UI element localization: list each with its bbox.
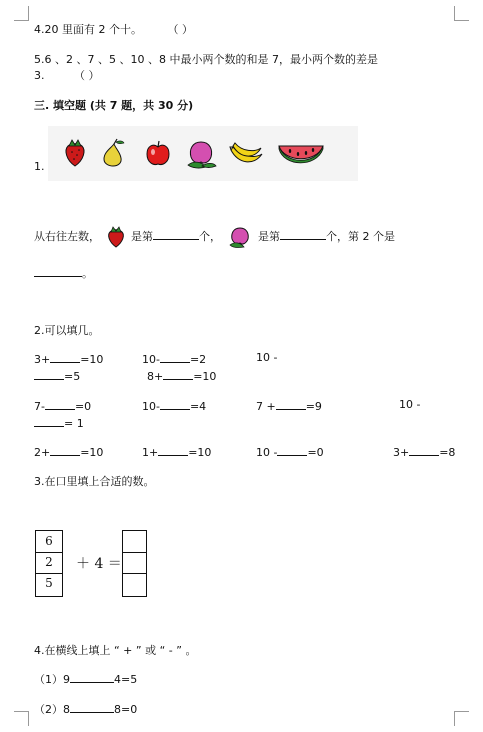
crop-mark-top-right [454,6,469,21]
problem-1-text-e: 个，第 2 个是 [326,230,395,243]
equation-part: =2 [189,353,207,366]
banana-icon [228,138,264,168]
equation-part: =10 [188,446,212,459]
problem-1-text-b: 是第 [131,230,153,243]
equation-part: =4 [189,400,207,413]
answer-blank[interactable] [158,444,188,456]
answer-blank[interactable] [280,228,326,240]
equation-part: =9 [305,400,322,413]
answer-blank[interactable] [276,398,306,410]
problem-1-answer-line [34,265,93,281]
equation-part: =10 [80,353,104,366]
answer-blank[interactable] [277,444,307,456]
equation [34,368,80,383]
crop-mark-top-left [14,6,29,21]
answer-blank[interactable] [160,398,190,410]
crop-mark-bottom-right [454,711,469,726]
peach-icon [227,225,253,249]
problem-1-question-line [34,225,395,249]
strawberry-icon [106,226,126,248]
equation [142,444,211,459]
answer-paren[interactable]: （ ） [167,23,193,36]
problem-1-text-f: 。 [82,267,93,280]
apple-icon [144,138,172,168]
equation-part: 2+ [34,446,51,459]
equation-part: 8+ [147,370,164,383]
equation-part: 3+ [393,446,410,459]
equation-part: 7 + [256,400,276,413]
answer-paren[interactable]: （ ） [74,69,100,82]
equation-part: 10 - [399,398,421,411]
equation-part: 1+ [142,446,159,459]
fruit-row-image [48,126,358,181]
item-suffix: 4=5 [114,673,138,686]
question-5-line1: 5.6 、2 、7 、5 、10 、8 中最小两个数的和是 7，最小两个数的差是 [34,53,378,66]
equation-part: =5 [64,370,81,383]
peach-icon [184,138,218,170]
equation-operator: ＋ 4 ＝ [76,556,122,572]
item-prefix: （1）9 [34,673,70,686]
equation [142,398,206,413]
equation [256,444,324,459]
answer-blank[interactable] [153,228,199,240]
item-prefix: （2）8 [34,703,70,716]
section-title: 三. 填空题 (共 7 题，共 30 分) [34,99,194,112]
stack-cell: 6 [36,531,62,553]
answer-blank[interactable] [70,701,114,713]
problem-1-text-a: 从右往左数， [34,230,100,243]
question-4-judge [34,21,193,37]
equation-part: =10 [80,446,104,459]
answer-blank[interactable] [160,351,190,363]
equation-part: =0 [74,400,92,413]
problem-1-text-c: 个， [199,230,221,243]
answer-blank[interactable] [45,398,75,410]
answer-box[interactable] [123,552,146,574]
answer-box-stack [122,530,147,597]
answer-box[interactable] [123,531,146,553]
question-5-line2 [34,67,100,83]
equation-part: 10- [142,400,160,413]
stack-cell: 2 [36,552,62,574]
answer-blank[interactable] [50,444,80,456]
equation [34,444,103,459]
pear-icon [100,138,126,168]
crop-mark-bottom-left [14,711,29,726]
equation [147,368,216,383]
answer-blank[interactable] [50,351,80,363]
number-stack [35,530,63,597]
problem-1-text-d: 是第 [258,230,280,243]
equation [393,444,455,459]
equation [34,351,103,366]
equation-part: =8 [439,446,456,459]
problem-1-number: 1. [34,160,45,173]
answer-blank[interactable] [34,265,82,277]
equation-part: 10 - [256,446,278,459]
equation [256,398,322,413]
answer-blank[interactable] [163,368,193,380]
problem-2-title: 2.可以填几。 [34,324,100,337]
equation-part: =0 [307,446,324,459]
problem-4-item-2 [34,701,137,717]
equation-part: 10- [142,353,160,366]
answer-blank[interactable] [34,368,64,380]
equation-part: 3+ [34,353,51,366]
answer-box[interactable] [123,573,146,594]
answer-blank[interactable] [34,415,64,427]
answer-blank[interactable] [70,671,114,683]
question-5-number: 3. [34,69,45,82]
equation-part: = 1 [64,417,84,430]
problem-4-title: 4.在横线上填上 “ + ” 或 “ - ” 。 [34,644,197,657]
problem-3-title: 3.在口里填上合适的数。 [34,475,155,488]
item-suffix: 8=0 [114,703,138,716]
answer-blank[interactable] [409,444,439,456]
equation-part: =10 [193,370,217,383]
equation-part: 7- [34,400,45,413]
equation [34,415,84,430]
stack-cell: 5 [45,576,53,590]
watermelon-icon [276,140,326,168]
equation [142,351,206,366]
equation [34,398,91,413]
strawberry-icon [62,138,88,168]
question-4-text: 4.20 里面有 2 个十。 [34,23,142,36]
problem-4-item-1 [34,671,137,687]
equation-part: 10 - [256,351,278,364]
